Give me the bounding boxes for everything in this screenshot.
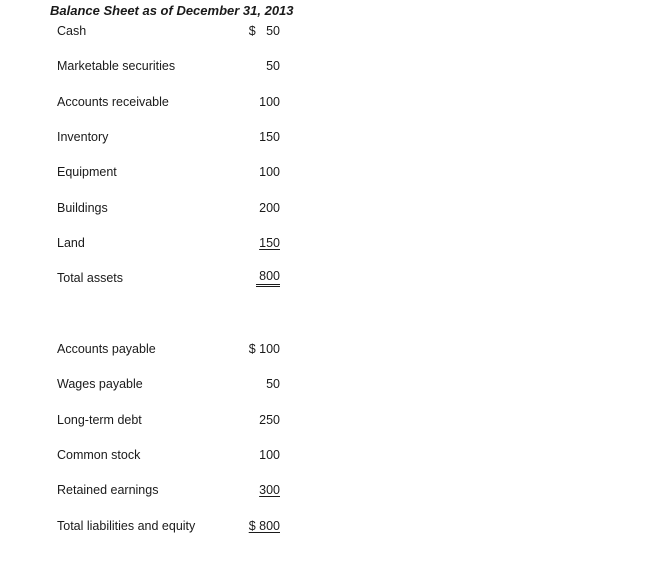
row-label: Accounts payable bbox=[57, 342, 156, 356]
row-label: Equipment bbox=[57, 165, 117, 179]
row-label: Land bbox=[57, 236, 85, 250]
asset-row-accounts-receivable bbox=[0, 93, 650, 111]
equity-row-retained-earnings bbox=[0, 481, 650, 499]
row-amount: 200 bbox=[259, 201, 280, 215]
asset-row-total-assets bbox=[0, 269, 650, 287]
row-amount: 300 bbox=[259, 483, 280, 497]
row-amount: 800 bbox=[256, 269, 280, 287]
row-label: Common stock bbox=[57, 448, 141, 462]
row-label: Total liabilities and equity bbox=[57, 519, 196, 533]
row-amount: 150 bbox=[259, 236, 280, 250]
asset-row-cash bbox=[0, 22, 650, 40]
row-label: Retained earnings bbox=[57, 483, 159, 497]
row-amount: 250 bbox=[259, 413, 280, 427]
row-amount: $ 800 bbox=[248, 519, 280, 533]
balance-sheet-title: Balance Sheet as of December 31, 2013 bbox=[50, 3, 294, 18]
row-amount: 50 bbox=[266, 59, 280, 73]
asset-row-marketable-securities bbox=[0, 57, 650, 75]
row-total-liabilities-equity bbox=[0, 517, 650, 535]
asset-row-inventory bbox=[0, 128, 650, 146]
row-amount: 150 bbox=[259, 130, 280, 144]
asset-row-equipment bbox=[0, 163, 650, 181]
row-label: Total assets bbox=[57, 271, 124, 285]
row-label: Buildings bbox=[57, 201, 108, 215]
row-label: Wages payable bbox=[57, 377, 143, 391]
liability-row-accounts-payable bbox=[0, 340, 650, 358]
row-label: Cash bbox=[57, 24, 87, 38]
asset-row-buildings bbox=[0, 199, 650, 217]
row-amount: $ 50 bbox=[248, 24, 280, 38]
equity-row-common-stock bbox=[0, 446, 650, 464]
row-amount: 100 bbox=[259, 448, 280, 462]
row-amount: 100 bbox=[259, 165, 280, 179]
row-label: Marketable securities bbox=[57, 59, 176, 73]
row-amount: 100 bbox=[259, 95, 280, 109]
row-amount: $ 100 bbox=[248, 342, 280, 356]
liability-row-wages-payable bbox=[0, 375, 650, 393]
asset-row-land bbox=[0, 234, 650, 252]
liability-row-long-term-debt bbox=[0, 411, 650, 429]
row-label: Long-term debt bbox=[57, 413, 142, 427]
row-label: Accounts receivable bbox=[57, 95, 169, 109]
row-amount: 50 bbox=[266, 377, 280, 391]
row-label: Inventory bbox=[57, 130, 109, 144]
